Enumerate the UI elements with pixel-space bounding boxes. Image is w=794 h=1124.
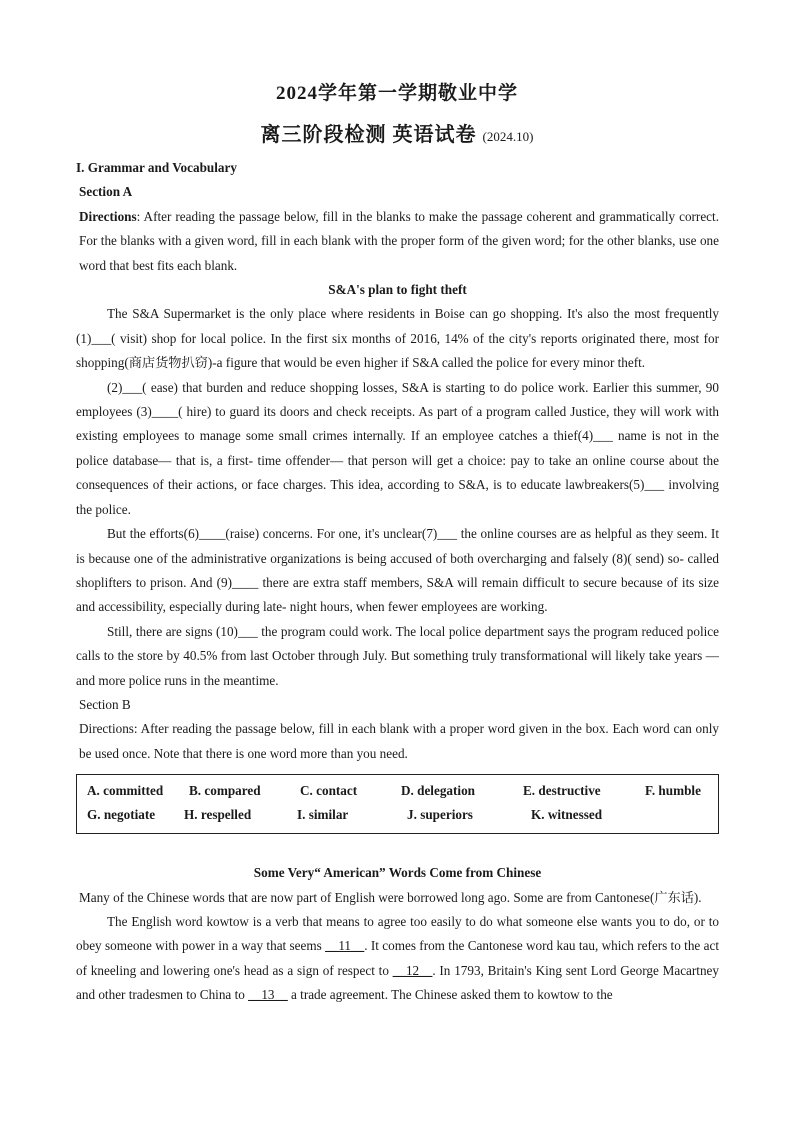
word-option: A. committed: [87, 783, 164, 799]
part-heading: I. Grammar and Vocabulary: [76, 160, 237, 175]
section-b-directions: Directions: After reading the passage below, fill in each blank with a proper word given in the box. Each word can only be used once. Note that there is one word more than you need.: [79, 721, 719, 761]
word-option: F. humble: [645, 783, 701, 799]
passage-a-title: S&A's plan to fight theft: [328, 282, 467, 298]
blank-13: __13__: [248, 987, 288, 1003]
passage-b-text: The English word kowtow is a verb that means to agree too easily to do what someone else wants you to do, or to obey someone with power in a way that seems: [76, 913, 719, 954]
exam-body: [76, 156, 719, 1008]
directions-label: Directions: [79, 208, 137, 224]
word-option: I. similar: [297, 807, 349, 823]
word-box-row: [87, 803, 708, 827]
word-option: K. witnessed: [531, 807, 603, 823]
word-option: D. delegation: [401, 783, 475, 799]
passage-b-text: . In 1793, Britain's King sent Lord George Macartney and other tradesmen to China to: [76, 962, 719, 1003]
word-option: C. contact: [300, 783, 358, 799]
directions-text: : After reading the passage below, fill in the blanks to make the passage coherent and grammatically correct. For the blanks with a given word, fill in each blank with the proper form of the given word; for the other blanks, use one word that best fits each blank.: [79, 208, 719, 273]
word-option: B. compared: [189, 783, 261, 799]
passage-a-paragraph: The S&A Supermarket is the only place where residents in Boise can go shopping. It's also the most frequently (1)___( visit) shop for local police. In the first six months of 2016, 14% of the city's reports originated there, most for shopping(商店货物扒窃)-a figure that would be even higher if S&A called the police for every minor theft.: [76, 306, 719, 371]
word-box-row: [87, 779, 708, 803]
passage-a-paragraph: Still, there are signs (10)___ the program could work. The local police department says the program reduced police calls to the store by 40.5% from last October through July. But something truly transformational will likely take years — and more police runs in the meantime.: [76, 623, 719, 688]
passage-b-paragraph: [76, 910, 719, 1008]
word-option: G. negotiate: [87, 807, 156, 823]
blank-11: __11__: [325, 938, 365, 954]
word-option: H. respelled: [184, 807, 252, 823]
passage-a-paragraph: (2)___( ease) that burden and reduce shopping losses, S&A is starting to do police work. Earlier this summer, 90 employees (3)____( hire) to guard its doors and check receipts. As part of a program called Justice, they will work with existing employees to manage some small crimes internally. If an employee catches a thief(4)___ name is not in the police database— that is, a first- time offender— that person will get a choice: pay to take an online course about the consequences of their actions, or face charges. This idea, according to S&A, is to educate lawbreakers(5)___ involving the police.: [76, 379, 719, 517]
exam-title: 2024学年第一学期敬业中学: [275, 83, 518, 104]
word-option: J. superiors: [407, 807, 473, 823]
section-b-label: Section B: [79, 696, 131, 712]
passage-b-intro: Many of the Chinese words that are now part of English were borrowed long ago. Some are from Cantonese(广东话).: [79, 889, 702, 905]
exam-date: (2024.10): [482, 129, 534, 144]
section-a-directions: [76, 205, 719, 278]
section-a-label: Section A: [79, 184, 133, 200]
word-box: [76, 774, 719, 834]
exam-subtitle: [0, 118, 794, 147]
word-option: E. destructive: [523, 783, 601, 799]
passage-b-text: . It comes from the Cantonese word kau tau, which refers to the act of kneeling and lowering one's head as a sign of respect to: [76, 938, 719, 978]
passage-b-text: a trade agreement. The Chinese asked them to kowtow to the: [287, 987, 613, 1003]
passage-b-title: Some Very“ American” Words Come from Chinese: [253, 865, 542, 881]
blank-12: __12__: [392, 962, 433, 978]
exam-subtitle-text: 离三阶段检测 英语试卷: [260, 124, 477, 146]
passage-a-paragraph: But the efforts(6)____(raise) concerns. For one, it's unclear(7)___ the online courses are as helpful as they seem. It is because one of the administrative organizations is being accused of both overcharging and falsely (8)( send) so- called shoplifters to prison. And (9)____ there are extra staff members, S&A will remain difficult to secure because of its size and accessibility, especially during late- night hours, when fewer employees are working.: [76, 526, 719, 615]
